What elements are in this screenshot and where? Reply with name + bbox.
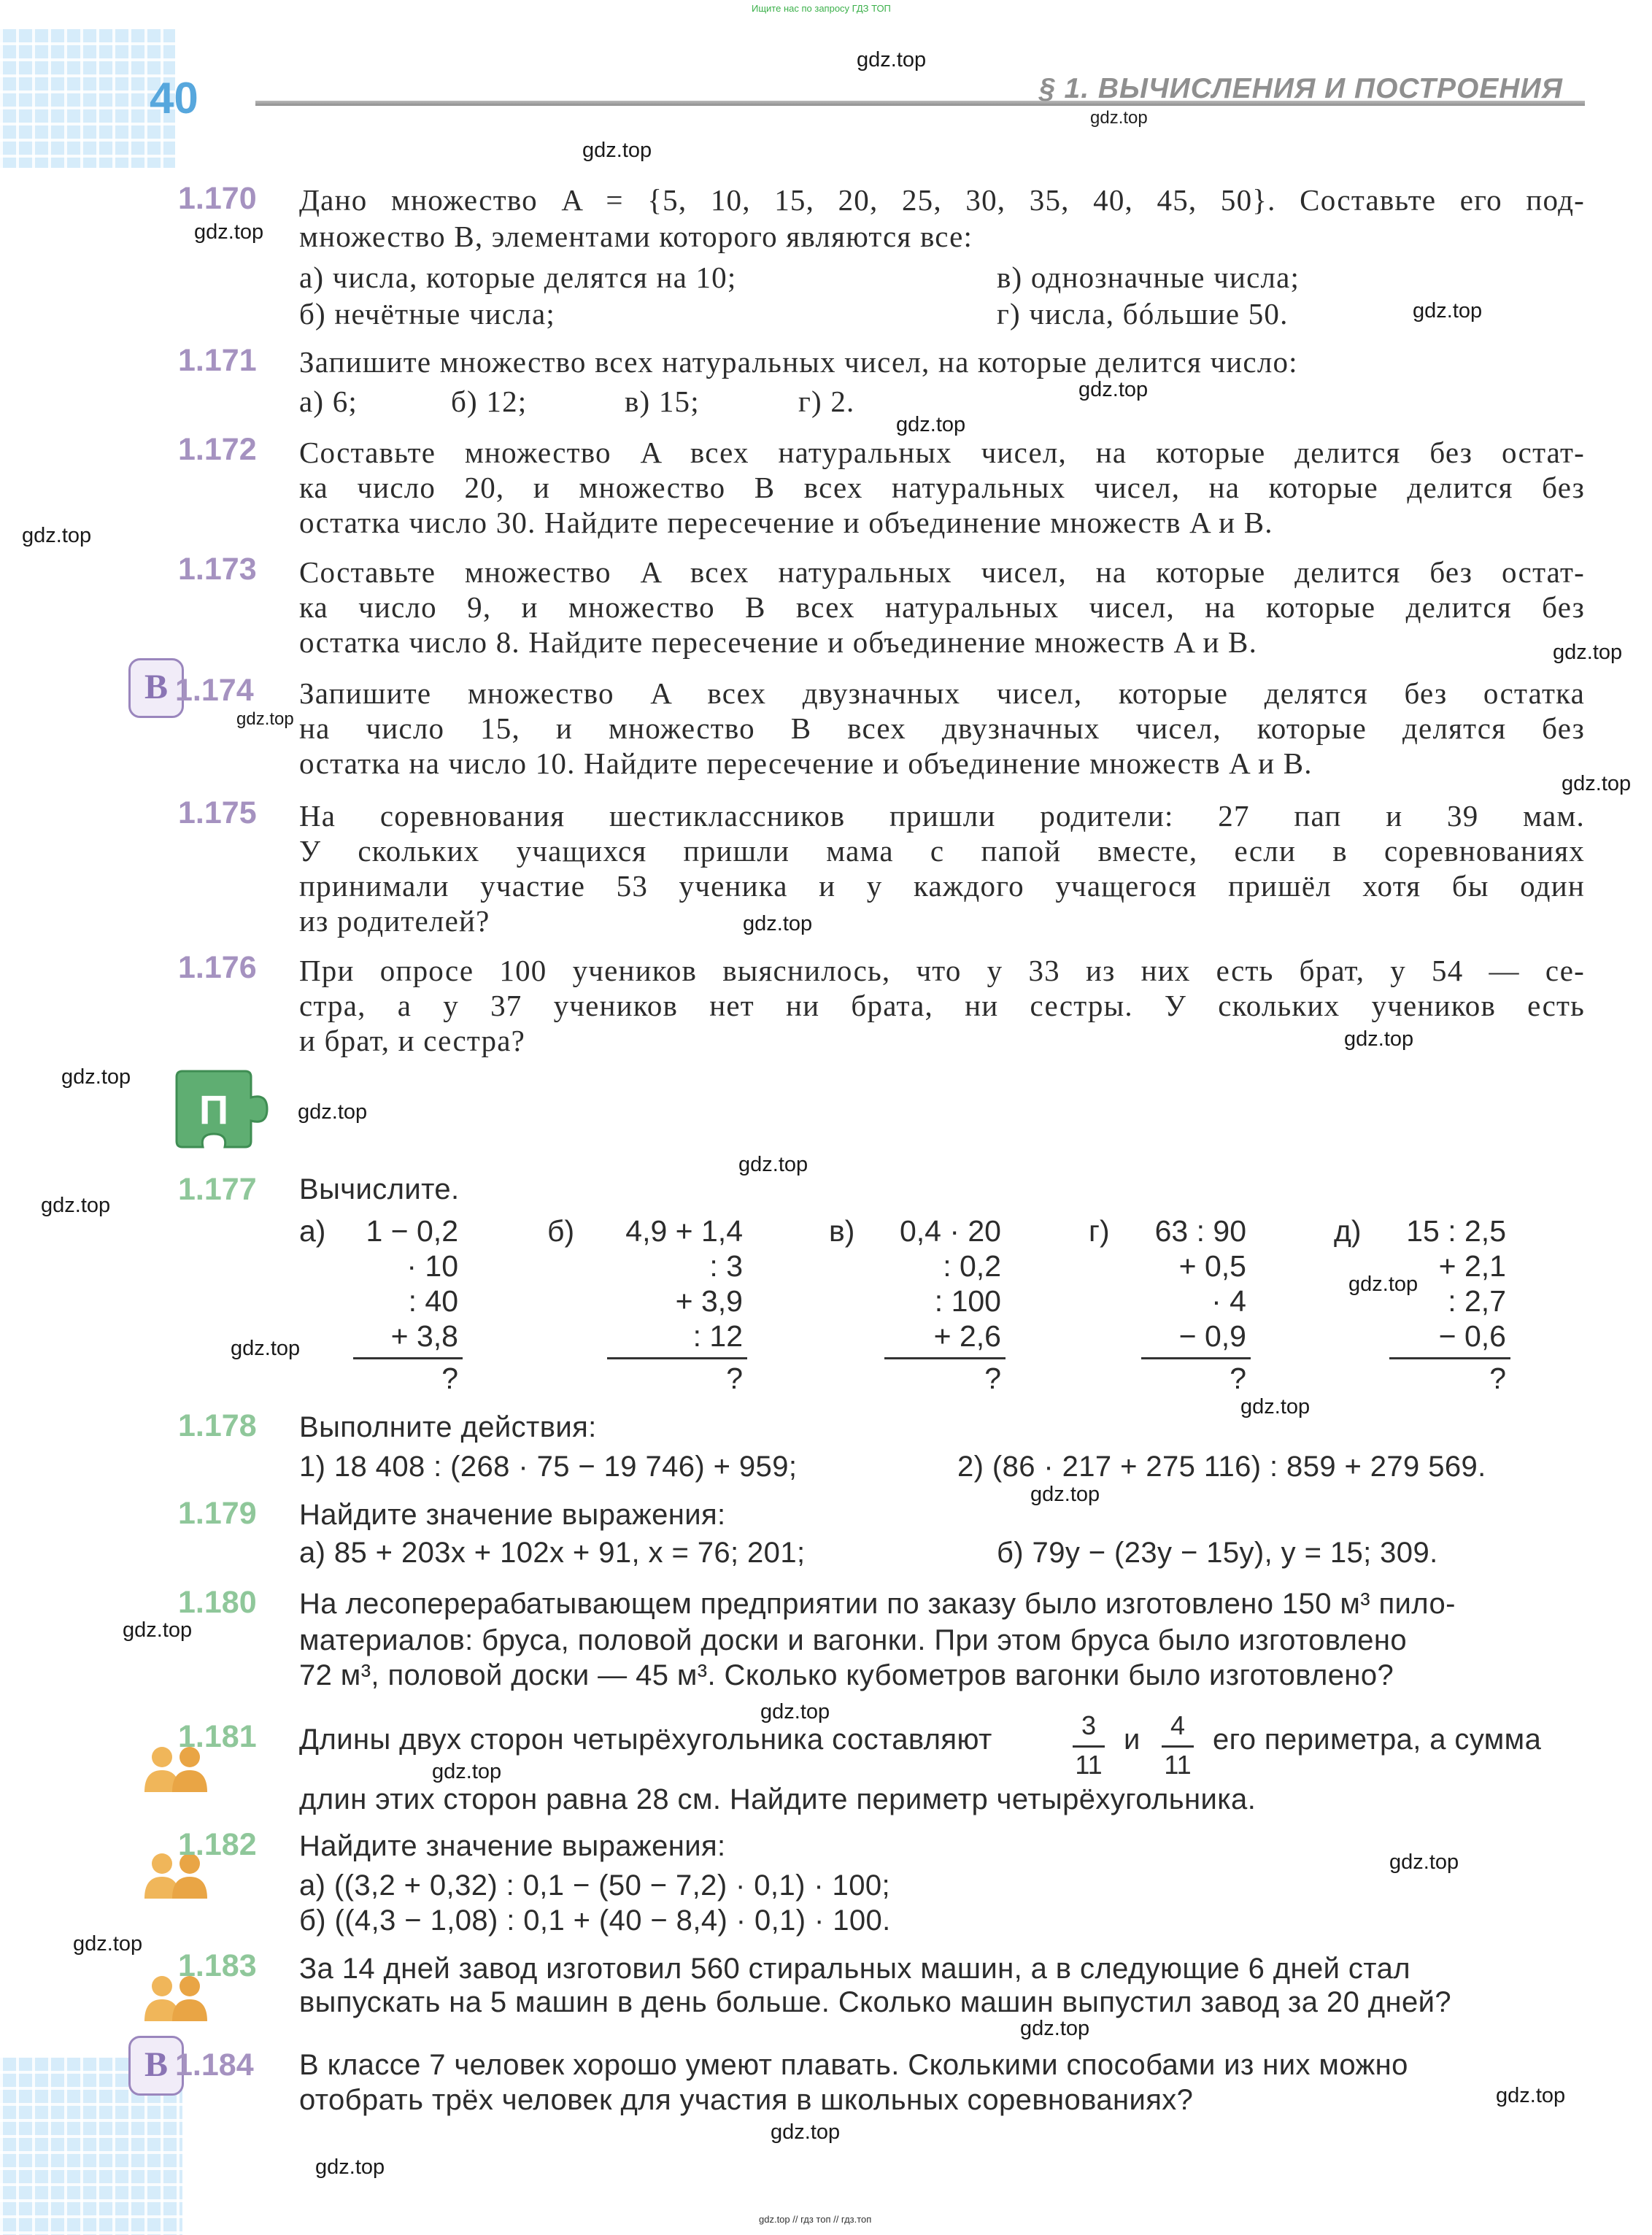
fraction-bar — [1162, 1745, 1194, 1748]
problem-number: 1.181 — [178, 1719, 257, 1754]
watermark: gdz.top — [298, 1100, 368, 1124]
calc-operation: + 3,9 — [675, 1284, 743, 1318]
calc-operation: : 2,7 — [1448, 1284, 1506, 1318]
problem-item: б) нечётные числа; — [299, 297, 555, 331]
calc-operation: − 0,9 — [1178, 1319, 1246, 1353]
section-sub: gdz.top — [1090, 108, 1148, 128]
problem-item: а) 6; — [299, 385, 358, 418]
problem-number: 1.175 — [178, 795, 257, 830]
problem-number: 1.174 — [175, 673, 254, 708]
calc-label: д) — [1334, 1214, 1362, 1248]
problem-text: материалов: бруса, половой доски и вагонки. При этом бруса было изготовлено — [299, 1624, 1408, 1656]
problem-text: Запишите множество A всех двузначных чисел, которые делятся без остатка — [299, 676, 1585, 710]
problem-text: выпускать на 5 машин в день больше. Сколько машин выпустил завод за 20 дней? — [299, 1986, 1452, 2018]
watermark: gdz.top — [743, 912, 813, 935]
level-badge-icon: В — [128, 2036, 184, 2096]
problem-number: 1.173 — [178, 552, 257, 587]
watermark: gdz.top — [896, 413, 966, 436]
problem-text: На лесоперерабатывающем предприятии по заказу было изготовлено 150 м³ пило- — [299, 1588, 1456, 1620]
problem-text: и — [1124, 1723, 1140, 1756]
calc-result-line — [1389, 1357, 1510, 1359]
problem-text: Длины двух сторон четырёхугольника составляют — [299, 1723, 992, 1756]
watermark: gdz.top — [22, 524, 92, 547]
calc-result-line — [1141, 1357, 1251, 1359]
problem-number: 1.179 — [178, 1496, 257, 1531]
problem-text: на число 15, и множество B всех двузначных чисел, которые делятся без — [299, 711, 1585, 745]
calc-result-line — [353, 1357, 463, 1359]
problem-item: 1) 18 408 : (268 · 75 − 19 746) + 959; — [299, 1451, 798, 1483]
problem-item: г) 2. — [798, 385, 855, 418]
calc-operation: · 10 — [406, 1249, 458, 1283]
watermark: gdz.top — [1389, 1850, 1459, 1874]
problem-item: б) 79y − (23y − 15y), y = 15; 309. — [997, 1537, 1438, 1569]
problem-text: Составьте множество A всех натуральных чисел, на которые делится без остат- — [299, 436, 1585, 469]
problem-text: За 14 дней завод изготовил 560 стиральных машин, а в следующие 6 дней стал — [299, 1953, 1410, 1985]
watermark: gdz.top — [1348, 1273, 1419, 1296]
calc-result-line — [884, 1357, 1006, 1359]
puzzle-letter: П — [198, 1086, 229, 1132]
calc-operation: : 0,2 — [943, 1249, 1001, 1283]
watermark: gdz.top — [1078, 378, 1149, 401]
calc-start: 15 : 2,5 — [1406, 1214, 1506, 1248]
calc-label: в) — [829, 1214, 855, 1248]
calc-result: ? — [1230, 1362, 1246, 1395]
problem-text: ка число 20, и множество B всех натуральных чисел, на которые делится без — [299, 471, 1585, 504]
calc-start: 0,4 · 20 — [899, 1214, 1001, 1248]
top-note: Ищите нас по запросу ГДЗ ТОП — [752, 3, 891, 14]
problem-text: стра, а у 37 учеников нет ни брата, ни сестры. У скольких учеников есть — [299, 989, 1585, 1022]
calc-start: 63 : 90 — [1154, 1214, 1246, 1248]
watermark: gdz.top — [231, 1337, 301, 1360]
problem-text: множество B, элементами которого являются все: — [299, 220, 973, 253]
watermark: gdz.top — [1553, 641, 1623, 664]
problem-number: 1.180 — [178, 1585, 257, 1620]
problem-text: отобрать трёх человек для участия в школьных соревнованиях? — [299, 2084, 1194, 2116]
calc-result: ? — [1489, 1362, 1506, 1395]
watermark: gdz.top — [582, 139, 652, 162]
problem-text: На соревнования шестиклассников пришли родители: 27 пап и 39 мам. — [299, 799, 1585, 833]
calc-start: 4,9 + 1,4 — [625, 1214, 743, 1248]
problem-title: Вычислите. — [299, 1173, 460, 1205]
watermark: gdz.top — [1344, 1027, 1414, 1051]
problem-number: 1.176 — [178, 950, 257, 985]
problem-text: Составьте множество A всех натуральных чисел, на которые делится без остат- — [299, 555, 1585, 589]
problem-text: его периметра, а сумма — [1213, 1723, 1542, 1756]
calc-operation: : 100 — [934, 1284, 1001, 1318]
watermark: gdz.top — [857, 48, 927, 72]
problem-title: Найдите значение выражения: — [299, 1830, 726, 1862]
problem-number: 1.170 — [178, 181, 257, 216]
page-number: 40 — [150, 74, 198, 123]
calc-operation: · 4 — [1211, 1284, 1246, 1318]
puzzle-icon — [174, 1067, 271, 1151]
problem-item: а) числа, которые делятся на 10; — [299, 260, 737, 294]
calc-operation: + 2,1 — [1438, 1249, 1506, 1283]
watermark: gdz.top — [760, 1700, 830, 1723]
problem-number: 1.178 — [178, 1408, 257, 1443]
problem-text: длин этих сторон равна 28 см. Найдите периметр четырёхугольника. — [299, 1783, 1257, 1815]
calc-label: б) — [547, 1214, 575, 1248]
section-title: § 1. ВЫЧИСЛЕНИЯ И ПОСТРОЕНИЯ — [1039, 73, 1563, 104]
fraction-bar — [1073, 1745, 1105, 1748]
problem-text: Запишите множество всех натуральных чисел, на которые делится число: — [299, 345, 1298, 379]
problem-text: остатка число 8. Найдите пересечение и объединение множеств A и B. — [299, 625, 1258, 659]
watermark: gdz.top — [1413, 299, 1483, 323]
problem-title: Найдите значение выражения: — [299, 1499, 726, 1531]
watermark: gdz.top — [1496, 2084, 1566, 2107]
problem-item: а) 85 + 203x + 102x + 91, x = 76; 201; — [299, 1537, 806, 1569]
calc-operation: + 0,5 — [1178, 1249, 1246, 1283]
problem-text: При опросе 100 учеников выяснилось, что у 33 из них есть брат, у 54 — се- — [299, 954, 1585, 987]
problem-text: 72 м³, половой доски — 45 м³. Сколько кубометров вагонки было изготовлено? — [299, 1659, 1394, 1691]
watermark: gdz.top — [1240, 1395, 1311, 1418]
calc-result: ? — [984, 1362, 1001, 1395]
watermark: gdz.top — [771, 2120, 841, 2144]
problem-number: 1.177 — [178, 1172, 257, 1207]
problem-item: б) ((4,3 − 1,08) : 0,1 + (40 − 8,4) · 0,1) · 100. — [299, 1904, 891, 1937]
corner-grid-top-left — [0, 29, 175, 168]
calc-result: ? — [441, 1362, 458, 1395]
problem-text: В классе 7 человек хорошо умеют плавать. Сколькими способами из них можно — [299, 2049, 1408, 2081]
problem-number: 1.172 — [178, 432, 257, 467]
problem-item: б) 12; — [451, 385, 528, 418]
problem-text: принимали участие 53 ученика и у каждого учащегося пришёл хотя бы один — [299, 869, 1585, 903]
calc-operation: + 3,8 — [390, 1319, 458, 1353]
fraction-denominator: 11 — [1075, 1750, 1103, 1780]
problem-number: 1.184 — [175, 2047, 254, 2082]
watermark: gdz.top — [1562, 772, 1632, 795]
problem-text: ка число 9, и множество B всех натуральных чисел, на которые делится без — [299, 590, 1585, 624]
calc-operation: − 0,6 — [1438, 1319, 1506, 1353]
problem-title: Выполните действия: — [299, 1411, 597, 1443]
calc-start: 1 − 0,2 — [366, 1214, 458, 1248]
fraction-numerator: 3 — [1081, 1710, 1097, 1740]
problem-text: остатка на число 10. Найдите пересечение и объединение множеств A и B. — [299, 746, 1313, 780]
fraction-numerator: 4 — [1170, 1710, 1186, 1740]
problem-item: 2) (86 · 217 + 275 116) : 859 + 279 569. — [957, 1451, 1486, 1483]
problem-item: а) ((3,2 + 0,32) : 0,1 − (50 − 7,2) · 0,1) · 100; — [299, 1869, 891, 1902]
watermark: gdz.top — [1030, 1483, 1100, 1506]
calc-result: ? — [726, 1362, 743, 1395]
problem-number: 1.171 — [178, 343, 257, 378]
watermark: gdz.top — [1020, 2017, 1090, 2040]
calc-operation: + 2,6 — [933, 1319, 1001, 1353]
watermark: gdz.top — [236, 709, 294, 729]
problem-item: в) 15; — [625, 385, 700, 418]
watermark: gdz.top — [738, 1153, 808, 1176]
problem-text: из родителей? — [299, 904, 490, 938]
problem-text: У скольких учащихся пришли мама с папой вместе, если в соревнованиях — [299, 834, 1585, 868]
calc-operation: : 40 — [408, 1284, 458, 1318]
watermark: gdz.top — [315, 2155, 385, 2179]
calc-label: а) — [299, 1214, 326, 1248]
fraction-denominator: 11 — [1164, 1750, 1192, 1780]
level-badge-icon: В — [128, 658, 184, 718]
watermark: gdz.top — [41, 1194, 111, 1217]
calc-operation: : 3 — [709, 1249, 743, 1283]
watermark: gdz.top — [73, 1932, 143, 1956]
problem-number: 1.182 — [178, 1827, 257, 1862]
problem-item: г) числа, бóльшие 50. — [997, 297, 1289, 331]
problem-number: 1.183 — [178, 1948, 257, 1983]
watermark: gdz.top — [194, 220, 264, 244]
watermark: gdz.top — [123, 1618, 193, 1642]
problem-text: остатка число 30. Найдите пересечение и объединение множеств A и B. — [299, 506, 1273, 539]
watermark: gdz.top — [432, 1760, 502, 1783]
problem-text: и брат, и сестра? — [299, 1024, 526, 1057]
footer-note: gdz.top // гдз топ // гдз.топ — [759, 2214, 872, 2225]
watermark: gdz.top — [61, 1065, 131, 1089]
calc-operation: : 12 — [692, 1319, 743, 1353]
problem-item: в) однозначные числа; — [997, 260, 1300, 294]
problem-text: Дано множество A = {5, 10, 15, 20, 25, 30, 35, 40, 45, 50}. Составьте его под- — [299, 183, 1585, 217]
calc-label: г) — [1089, 1214, 1110, 1248]
calc-result-line — [607, 1357, 747, 1359]
